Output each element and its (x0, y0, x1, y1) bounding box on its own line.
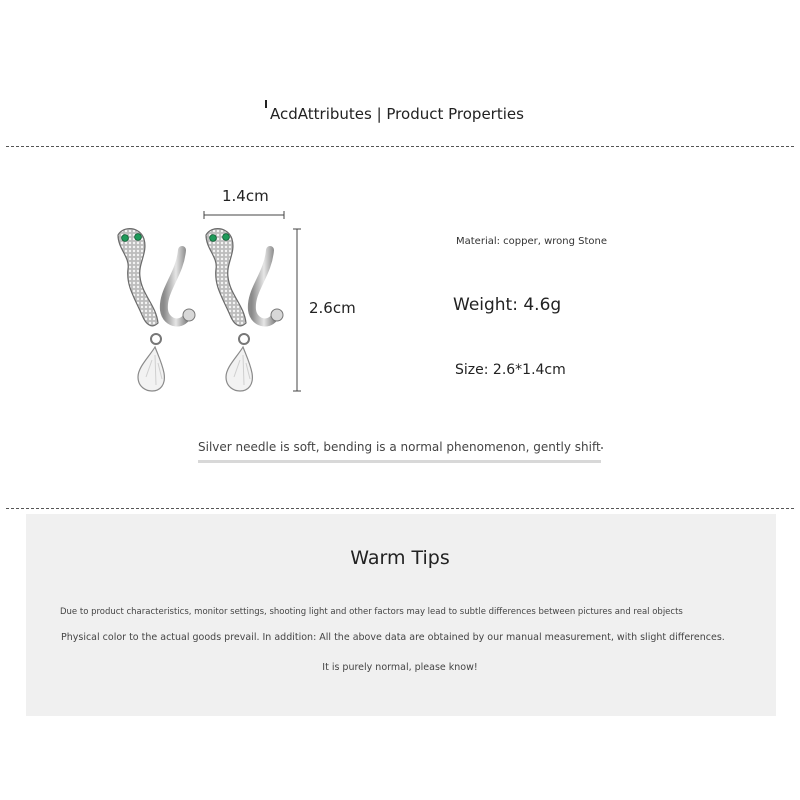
divider-bottom (6, 508, 794, 509)
title-marker (265, 100, 267, 108)
material-spec: Material: copper, wrong Stone (456, 236, 608, 247)
earring-left (118, 229, 195, 391)
warm-tips-title: Warm Tips (350, 547, 450, 569)
warm-tips-line-3: It is purely normal, please know! (322, 662, 478, 673)
height-dimension-label: 2.6cm (309, 299, 356, 317)
width-dimension-line (204, 211, 284, 219)
divider-top (6, 146, 794, 147)
note-underline (198, 460, 601, 463)
note-dot (601, 447, 603, 449)
size-spec: Size: 2.6*1.4cm (455, 362, 566, 378)
earring-right (206, 229, 283, 391)
height-dimension-line (293, 229, 301, 391)
product-image (100, 205, 310, 397)
width-dimension-label: 1.4cm (222, 187, 269, 205)
warm-tips-line-1: Due to product characteristics, monitor settings, shooting light and other factors may lead to subtle differences between pictures and real objects (60, 607, 683, 617)
warm-tips-line-2: Physical color to the actual goods prevail. In addition: All the above data are obtained by our manual measurement, with slight differences. (61, 632, 725, 643)
weight-spec: Weight: 4.6g (453, 295, 562, 315)
page-title: AcdAttributes | Product Properties (270, 105, 524, 123)
care-note: Silver needle is soft, bending is a normal phenomenon, gently shift (198, 440, 601, 454)
